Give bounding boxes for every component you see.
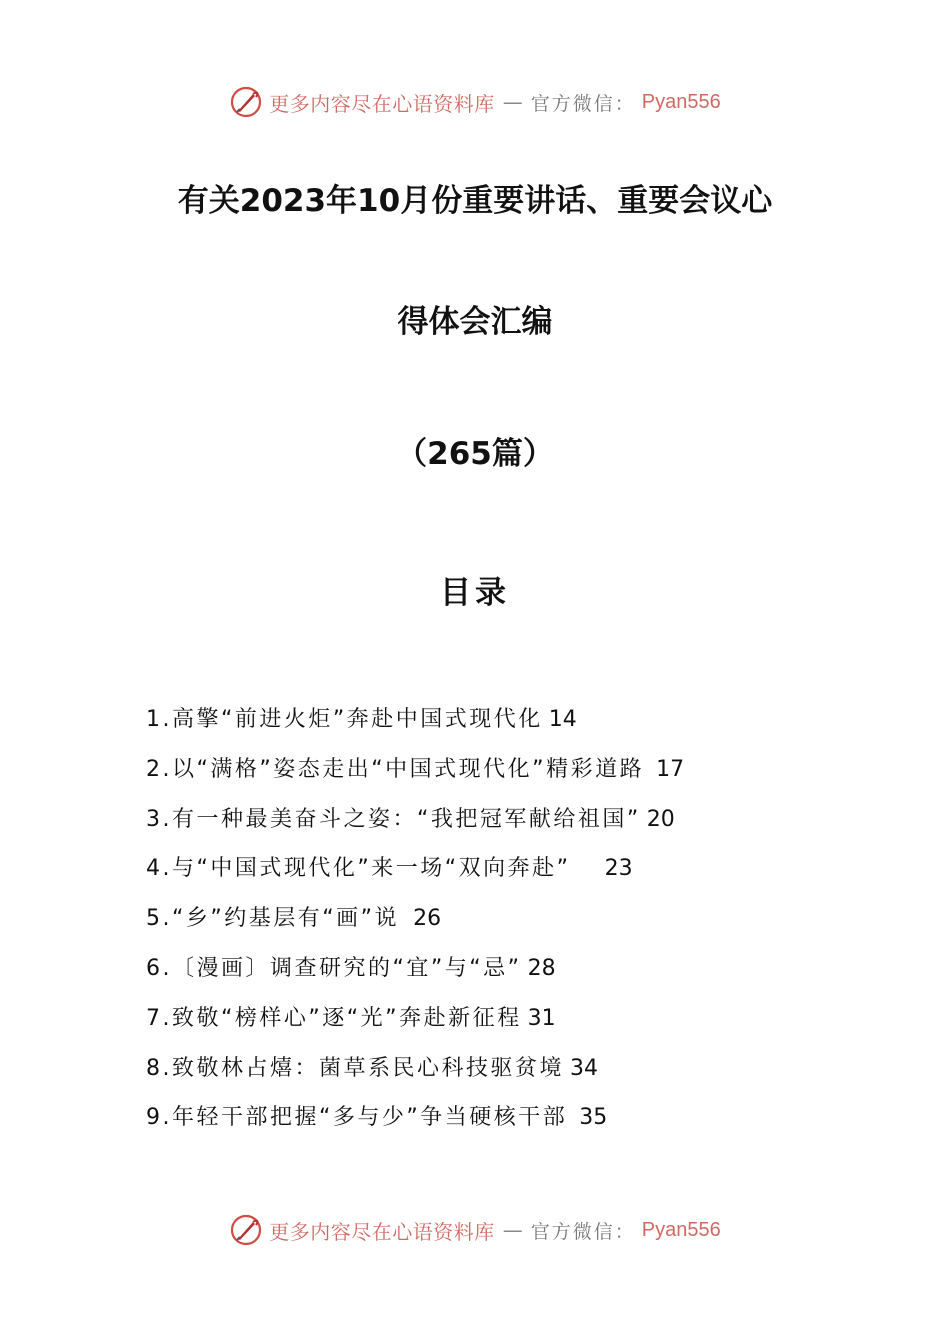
toc-item-page: 31 xyxy=(527,1005,556,1031)
toc-item-8[interactable] xyxy=(146,1049,866,1099)
toc-item-page: 26 xyxy=(413,906,442,932)
toc-item-page: 20 xyxy=(646,806,675,832)
header-banner-text: 更多内容尽在心语资料库 xyxy=(269,91,495,116)
table-of-contents xyxy=(146,700,866,1148)
toc-item-page: 23 xyxy=(604,856,633,882)
toc-item-title: 6.〔漫画〕调查研究的“宜”与“忌” xyxy=(146,955,522,981)
toc-item-page: 34 xyxy=(570,1055,598,1081)
document-title-line-1: 有关2023年10月份重要讲话、重要会议心 xyxy=(177,183,773,219)
toc-item-7[interactable] xyxy=(146,999,866,1049)
toc-item-page: 35 xyxy=(579,1105,608,1131)
toc-item-6[interactable] xyxy=(146,949,866,999)
toc-item-9[interactable] xyxy=(146,1098,866,1148)
document-title-line-2: 得体会汇编 xyxy=(397,304,553,340)
toc-item-title: 9.年轻干部把握“多与少”争当硬核干部 xyxy=(146,1105,568,1131)
header-banner-sub: 官方微信： xyxy=(530,92,636,115)
toc-item-title: 7.致敬“榜样心”逐“光”奔赴新征程 xyxy=(146,1005,522,1031)
footer-banner-inner xyxy=(229,1210,720,1250)
toc-item-2[interactable] xyxy=(146,750,866,800)
header-banner-inner xyxy=(229,82,720,122)
toc-item-title: 3.有一种最美奋斗之姿：“我把冠军献给祖国” xyxy=(146,806,641,832)
toc-item-title: 1.高擎“前进火炬”奔赴中国式现代化 xyxy=(146,707,543,732)
toc-item-page: 28 xyxy=(527,955,556,981)
footer-banner xyxy=(0,1210,950,1250)
footer-banner-text: 更多内容尽在心语资料库 xyxy=(269,1219,495,1244)
toc-item-title: 8.致敬林占熺：菌草系民心科技驱贫境 xyxy=(146,1055,564,1081)
toc-item-page: 14 xyxy=(548,707,577,732)
quill-pen-logo-icon xyxy=(229,85,263,119)
header-banner-wechat-id: Pyan556 xyxy=(641,90,721,113)
toc-heading: 目录 xyxy=(440,575,510,611)
toc-item-5[interactable] xyxy=(146,899,866,949)
toc-item-title: 5.“乡”约基层有“画”说 xyxy=(146,906,400,932)
toc-item-title: 4.与“中国式现代化”来一场“双向奔赴” xyxy=(146,856,571,882)
toc-item-1[interactable] xyxy=(146,700,866,750)
toc-item-3[interactable] xyxy=(146,800,866,850)
footer-banner-dash: — xyxy=(502,1218,523,1242)
quill-pen-logo-icon xyxy=(229,1213,263,1247)
toc-item-4[interactable] xyxy=(146,849,866,899)
footer-banner-wechat-id: Pyan556 xyxy=(641,1218,721,1241)
toc-item-title: 2.以“满格”姿态走出“中国式现代化”精彩道路 xyxy=(146,756,645,782)
footer-banner-sub: 官方微信： xyxy=(530,1220,636,1243)
header-banner-dash: — xyxy=(502,90,523,114)
header-banner xyxy=(0,82,950,122)
document-article-count: （265篇） xyxy=(396,436,554,472)
toc-item-page: 17 xyxy=(656,756,685,782)
